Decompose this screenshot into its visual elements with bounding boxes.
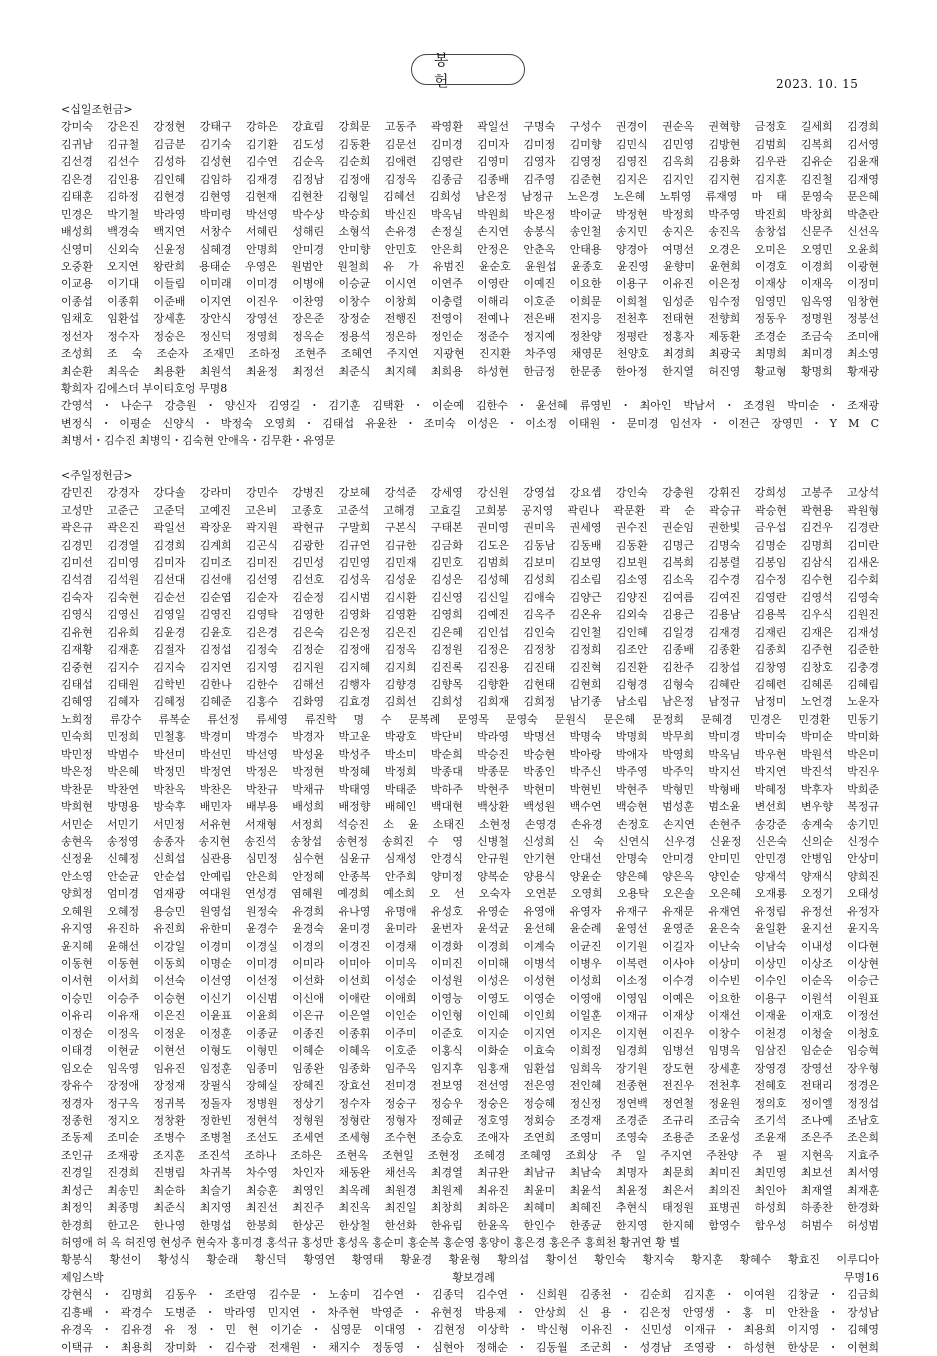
donor-line: 황희자 김에스더 부이티호엉 무명8 bbox=[61, 382, 228, 395]
donor-line: 정선자 정수자 정숭은 정신덕 정영희 정옥순 정용석 정은하 정인순 정준수 정지예 정찬양 정평란 정홍자 제동환 조경순 조금숙 조미애 bbox=[61, 329, 879, 343]
donor-line: 정종헌 정지오 정창환 정한빈 정현석 정형원 정형란 정형자 정혜균 정호영 정회승 조경재 조경준 조규리 조금숙 조기석 조나예 조남호 bbox=[61, 1113, 879, 1127]
donor-line: 변정식・이평순 신양식・박정숙 오영희・김태섭 유윤찬・조미숙 이성은・이소정 이태원・문미경 임선자・이전근 장영민・Y M C bbox=[61, 416, 879, 430]
donor-line: 김흥배・곽경수 도병준・박라영 민지연・차주현 박영준・유현정 박용제・안상희 신 용・김은정 안영생・홍 미 안찬율・장성남 bbox=[61, 1305, 879, 1319]
donor-line: 박민정 박범수 박선미 박선민 박선영 박성윤 박성주 박소미 박순희 박승진 박승현 박아랑 박애자 박영희 박옥님 박우현 박원석 박은미 bbox=[61, 747, 879, 761]
donor-line: 감민진 강경자 강다솔 강라미 강민수 강병진 강보혜 강석준 강세영 강신원 강영섭 강요셉 강인숙 강충원 강휘진 강희성 고봉주 고상석 bbox=[61, 486, 879, 500]
donor-line: 이유리 이유재 이은진 이윤표 이윤희 이은규 이은열 이인순 이인형 이인혜 이인희 이일훈 이재규 이재상 이재선 이재윤 이재호 이정선 bbox=[61, 1009, 879, 1023]
donor-line: 노희정 류강수 류복순 류선정 류세영 류진학 명 수 문복례 문영목 문영숙 문원식 문은혜 문정희 문혜경 민경은 민경환 민동기 bbox=[61, 712, 879, 726]
donor-line: 간영석・나순구 강층원・양신자 김영길・김기훈 김택환・이순예 김한수・윤선혜 류영빈・최아인 박남서・조경원 박미순・조재광 bbox=[61, 399, 879, 413]
donor-line: 고성만 고준근 고준덕 고예진 고은비 고종호 고준석 고해경 고효길 고희봉 공지영 곽린나 곽문환 곽 순 곽승규 곽승현 곽현용 곽원형 bbox=[61, 503, 879, 517]
donor-line: 조인규 조재광 조지훈 조진석 조하나 조하은 조현옥 조현일 조현정 조혜경 조혜영 조희상 주 일 주지연 주찬양 주 필 지현옥 지효주 bbox=[61, 1148, 879, 1162]
offering-date: 2023. 10. 15 bbox=[776, 77, 859, 91]
donor-line: 최성근 최송민 최순하 최슬기 최승훈 최영인 최옥례 최원경 최원제 최유진 최윤미 최윤석 최윤정 최은서 최의진 최인아 최재열 최재훈 bbox=[61, 1183, 879, 1197]
donor-line: 오중환 오지연 왕란희 용태순 우영은 원범안 원철희 유 가 유범진 윤순호 윤원섭 윤종호 윤진영 윤향미 윤현희 이경호 이경희 이광현 bbox=[61, 259, 879, 273]
donor-line: 이승민 이승주 이승현 이신기 이신범 이신애 이애란 이애희 이영능 이영도 이영순 이영애 이영임 이예은 이요한 이용구 이원석 이원표 bbox=[61, 991, 879, 1005]
page-title: 봉 헌 bbox=[411, 54, 525, 85]
donor-line: 이택규・최용희 장미화・김수광 전재원・채지수 정동영・심현아 정해순・김동월 조군희・성경남 조영광・하성현 한상문・이현희 bbox=[61, 1340, 879, 1354]
donor-line: 최순환 최옥순 최용환 최원석 최윤정 최정선 최준식 최지혜 최희용 하성현 한금정 한문종 한아정 한지열 허진영 황교형 황명희 황재광 bbox=[61, 364, 879, 378]
donor-line: 배성희 백경숙 백지연 서창수 서혜린 성해린 소형석 손유경 손정실 손지연 송봉식 송인철 송지민 송지은 송진옥 송창섭 신문주 신선옥 bbox=[61, 225, 879, 239]
donor-line: 민경은 박기철 박라영 박미령 박선영 박수상 박승희 박신진 박옥님 박원희 박은정 박이균 박정현 박정희 박주영 박진희 박창희 박춘란 bbox=[61, 207, 879, 221]
donor-line: 김숙자 김숙현 김순선 김순엽 김순자 김순정 김시범 김시환 김신영 김신일 김애숙 김양근 김양진 김여름 김여진 김영란 김영석 김영숙 bbox=[61, 590, 879, 604]
thanks-donor-list bbox=[61, 484, 879, 1356]
donor-line: 민숙희 민정희 민철홍 박경미 박경수 박경자 박고운 박광호 박단비 박라영 박명선 박명숙 박명희 박무희 박미경 박미숙 박미순 박미화 bbox=[61, 730, 879, 744]
donor-line: 오혜원 오혜정 용승민 원영섭 원정숙 유경희 유나영 유명애 유성호 유영순 유영애 유영자 유재구 유재문 유재연 유정림 유정선 유정자 bbox=[61, 904, 879, 918]
donor-line: 강현식・김명희 김동우・조란영 김수문・노송미 김수연・김종덕 김수연・신희원 김종천・김순희 김지훈・이여원 김창균・김금희 bbox=[61, 1288, 879, 1302]
donor-line: 안소영 안순균 안순섭 안예림 안은희 안정혜 안종복 안주희 양미정 양복순 양용식 양윤순 양은혜 양은옥 양인순 양재석 양재식 양희진 bbox=[61, 869, 879, 883]
donor-line: 임오순 임옥영 임유진 임정훈 임종미 임종완 임종화 임주옥 임지후 임홍재 임환섭 임희옥 장기원 장도현 장세훈 장영경 장영선 장우형 bbox=[61, 1061, 879, 1075]
donor-line: 신정윤 신혜정 신희섭 심관용 심민정 심수현 심윤규 심재성 안경식 안규원 안기현 안대선 안명숙 안미경 안미민 안민경 안병임 안상미 bbox=[61, 852, 879, 866]
donor-line: 장유수 장정애 장정재 장필식 장혜실 장혜진 장효선 전미경 전보영 전선영 전은영 전인혜 전종현 전진우 전천후 전혜호 전태리 정경은 bbox=[61, 1079, 879, 1093]
donor-line: 김경민 김경열 김경희 김계희 김곤식 김광한 김규연 김규한 김금화 김도은 김동남 김동배 김동환 김명근 김명숙 김명순 김명희 김미란 bbox=[61, 538, 879, 552]
donor-line: 박찬문 박찬연 박찬옥 박찬은 박찬규 박채규 박태영 박태준 박하주 박현주 박현미 박현빈 박현주 박형민 박형배 박혜정 박후자 박희준 bbox=[61, 782, 879, 796]
donor-line: 김재황 김재훈 김절자 김정섭 김정숙 김정순 김정애 김정옥 김정원 김정은 김정창 김정희 김조안 김종배 김종환 김종희 김주현 김준한 bbox=[61, 643, 879, 657]
offering-content bbox=[61, 101, 879, 1356]
tithe-donor-list bbox=[61, 118, 879, 449]
donor-line: 김태훈 김하정 김현경 김현영 김현재 김현찬 김형일 김혜선 김희성 남은정 남정규 노은경 노은혜 노튀영 류재영 마 태 문영숙 문은혜 bbox=[61, 190, 879, 204]
donor-line: 한경희 한고은 한나영 한명섭 한봉희 한상곤 한상철 한선화 한유림 한윤옥 한인수 한종균 한지영 한지혜 함영수 함우성 허범수 허성범 bbox=[61, 1218, 879, 1232]
donor-line: 김태섭 김태원 김학빈 김한나 김한수 김해선 김행자 김향경 김향목 김향환 김현태 김현희 김형경 김형숙 김혜란 김혜련 김혜론 김혜림 bbox=[61, 678, 879, 691]
donor-line: 조성희 조 숙 조순자 조재민 조하정 조현주 조혜연 주지연 지광현 진지환 차주영 채영문 천양호 최경희 최광국 최명희 최미경 최소영 bbox=[61, 347, 879, 361]
donor-line: 신영미 신외숙 신윤정 심혜경 안명희 안미경 안미향 안민호 안은희 안정은 안춘옥 안태용 양경아 여명선 오경은 오미은 오영민 오윤희 bbox=[61, 242, 879, 256]
donor-line: 김유현 김유희 김윤경 김윤호 김은경 김은숙 김은정 김은진 김은혜 김인섭 김인숙 김인철 김인혜 김일경 김재경 김재린 김재은 김재성 bbox=[61, 625, 879, 639]
donor-line: 황봉식 황선이 황성식 황순래 황신덕 황영연 황영태 황윤경 황윤형 황의섭 황이선 황인숙 황지숙 황지훈 황혜수 황효진 이루디아 bbox=[61, 1253, 879, 1267]
donor-line: 김중현 김지수 김지숙 김지연 김지영 김지원 김지혜 김지희 김진록 김진용 김진태 김진혁 김진환 김찬주 김창섭 김창영 김창호 김충경 bbox=[61, 660, 879, 674]
donor-line: 김선경 김선수 김성하 김성현 김수연 김순옥 김순희 김애련 김영란 김영미 김영자 김영정 김영진 김옥희 김용화 김우관 김유순 김윤재 bbox=[61, 155, 879, 169]
donor-line: 정경자 정구옥 정귀복 정돌자 정병원 정상기 정수자 정숭구 정승우 정숭은 정승혜 정신정 정연백 정연철 정윤원 정의호 정이엘 정정섭 bbox=[61, 1096, 879, 1110]
donor-line: 박은정 박은혜 박정민 박정연 박정은 박정현 박정혜 박정희 박종대 박종문 박종인 박주신 박주영 박주익 박지선 박지연 박진석 박진우 bbox=[61, 765, 879, 779]
donor-line: 곽은규 곽은진 곽일선 곽장운 곽지원 곽현규 구말희 구본식 구태본 권미영 권미옥 권세영 권수진 권순임 권한빛 금우섭 김건우 김경란 bbox=[61, 521, 879, 535]
donor-line: 김은경 김인용 김인혜 김임하 김재경 김정남 김정애 김정옥 김종금 김종배 김주영 김준현 김지은 김지인 김지현 김지훈 김진철 김재영 bbox=[61, 172, 879, 186]
donor-line: 박희현 방명용 방숙후 배민자 배부용 배성희 배정향 배혜인 백대현 백상환 백성원 백수연 백승현 범성훈 범소윤 변선희 변우향 복정규 bbox=[61, 800, 879, 814]
donor-line: 최정익 최종명 최준식 최지영 최진선 최진주 최진옥 최진일 최창희 최하은 최혜미 최혜진 추현식 태정원 표병권 하성희 하종찬 한경화 bbox=[61, 1201, 879, 1215]
donor-line: 김미선 김미영 김미자 김미조 김미진 김민성 김민영 김민재 김민호 김범희 김보미 김보영 김보원 김복희 김봉렬 김봉임 김삼식 김새온 bbox=[61, 555, 879, 569]
donor-line: 윤지혜 윤해선 이강일 이경미 이경실 이경의 이경진 이경채 이경화 이경희 이계숙 이균진 이기원 이길자 이난숙 이남숙 이내성 이다현 bbox=[61, 939, 879, 953]
donor-line: 이태경 이현균 이현선 이형도 이형민 이혜순 이혜옥 이호준 이홍식 이화순 이효숙 이희정 임경희 임병선 임명옥 임삼진 임순순 임승혁 bbox=[61, 1044, 879, 1058]
donor-line: 임채호 임환섭 장세훈 장안식 장영선 장은준 장정순 전행진 전영이 전예나 전은배 전지응 전천후 전태현 전향희 정동우 정명원 정봉선 bbox=[61, 312, 879, 326]
donor-line: 최병서・김수진 최병익・김숙현 안애옥・김무환・유영문 bbox=[61, 434, 336, 448]
donor-line: 유경옥・김유경 유 정・민 현 이기순・심영문 이대영・김현정 이상학・박신형 이유진・신민성 이재규・최용희 이지영・김혜영 bbox=[61, 1323, 879, 1337]
donor-line: 김귀남 김규철 김금분 김기숙 김기환 김도성 김동환 김문선 김미경 김미자 김미정 김미향 김민식 김민영 김방현 김범희 김복희 김서영 bbox=[61, 137, 879, 151]
donor-line: 유지영 유진하 유진희 유한미 윤경수 윤경숙 윤미경 윤미라 윤번자 윤석균 윤선혜 윤순례 윤영선 윤영준 윤은숙 윤일환 윤지선 윤지옥 bbox=[61, 922, 879, 936]
donor-line: 김석겸 김석원 김선대 김선애 김선영 김선호 김성옥 김성운 김성은 김성혜 김성희 김소림 김소영 김소옥 김수경 김수정 김수현 김수회 bbox=[61, 573, 879, 587]
donor-line: 이종섭 이종휘 이준배 이지연 이진우 이찬영 이창수 이창희 이충렬 이해리 이호준 이희문 이희철 임성준 임수정 임영민 임옥영 임창현 bbox=[61, 294, 879, 308]
donor-line: 서민순 서민기 서민정 서유현 서재형 서정희 석승진 소 윤 소태진 소현정 손영경 손유경 손정호 손지연 손현주 송강준 송계숙 송기민 bbox=[61, 817, 879, 831]
donor-line: 강미숙 강은진 강정현 강태구 강하은 강효림 강희문 고동주 곽영환 곽일선 구명숙 구성수 권경이 권순옥 권혁향 금정호 길세희 김경희 bbox=[61, 120, 879, 134]
donor-line: 이동현 이동현 이동희 이명순 이미경 이미라 이미아 이미옥 이미진 이미해 이병석 이병우 이복련 이사야 이상미 이상민 이상조 이상현 bbox=[61, 957, 879, 970]
donor-line: 김영식 김영신 김영일 김영진 김영탁 김영한 김영화 김영환 김영희 김예진 김옥주 김온유 김외숙 김용근 김용남 김용복 김우식 김원진 bbox=[61, 608, 879, 622]
donor-line: 제임스박 황보경례 무명16 bbox=[61, 1270, 879, 1284]
donor-line: 진경일 진경희 진병림 차귀복 차수영 차인자 채동완 채선옥 최경열 최규완 최남규 최남숙 최명자 최문희 최미진 최민영 최보선 최서영 bbox=[61, 1166, 879, 1180]
donor-line: 송현옥 송정영 송종자 송지현 송진석 송창섭 송현정 송희진 수 영 신병철 신성희 신 숙 신연식 신우경 신윤정 신은숙 신의순 신정수 bbox=[61, 834, 879, 848]
donor-line: 조동제 조미순 조병수 조병철 조선도 조세연 조세형 조수현 조승호 조애자 조연희 조영미 조영숙 조용준 조윤성 조윤재 조은주 조은희 bbox=[61, 1131, 879, 1145]
section-gap bbox=[61, 450, 879, 467]
thanks-heading: <주일정헌금> bbox=[61, 468, 133, 482]
donor-line: 이서현 이서희 이선숙 이선영 이선정 이선화 이선희 이성순 이성원 이성은 이성현 이성희 이소정 이수경 이수빈 이수인 이순옥 이승근 bbox=[61, 974, 879, 988]
tithe-heading: <십일조헌금> bbox=[61, 103, 133, 116]
donor-line: 이교용 이기대 이들림 이미래 이미경 이병애 이승균 이시연 이연주 이영란 이예진 이요한 이용구 이유진 이은정 이재상 이재옥 이정미 bbox=[61, 277, 879, 291]
donor-line: 이정순 이정옥 이정운 이정훈 이종균 이종진 이종휘 이주미 이준호 이지순 이지연 이지은 이지현 이진우 이창수 이천경 이청술 이청호 bbox=[61, 1026, 879, 1040]
donor-line: 양희정 엄미경 엄재광 여대원 연성경 염혜원 예경희 예소희 오 선 오숙자 오연분 오영희 오용탁 오은솔 오은혜 오재룡 오정기 오태성 bbox=[61, 887, 879, 901]
donor-line: 허영애 허 옥 허진영 현성주 현숙자 홍미경 홍석규 홍성만 홍성옥 홍순미 홍순복 홍순영 홍양이 홍은경 홍은주 홍희천 황귀연 황 별 bbox=[61, 1236, 680, 1249]
donor-line: 김혜영 김혜자 김혜정 김혜준 김홍수 김화영 김효경 김희선 김희성 김희재 김희정 남기종 남소림 남은정 남정규 남정미 노언경 노운자 bbox=[61, 695, 879, 709]
